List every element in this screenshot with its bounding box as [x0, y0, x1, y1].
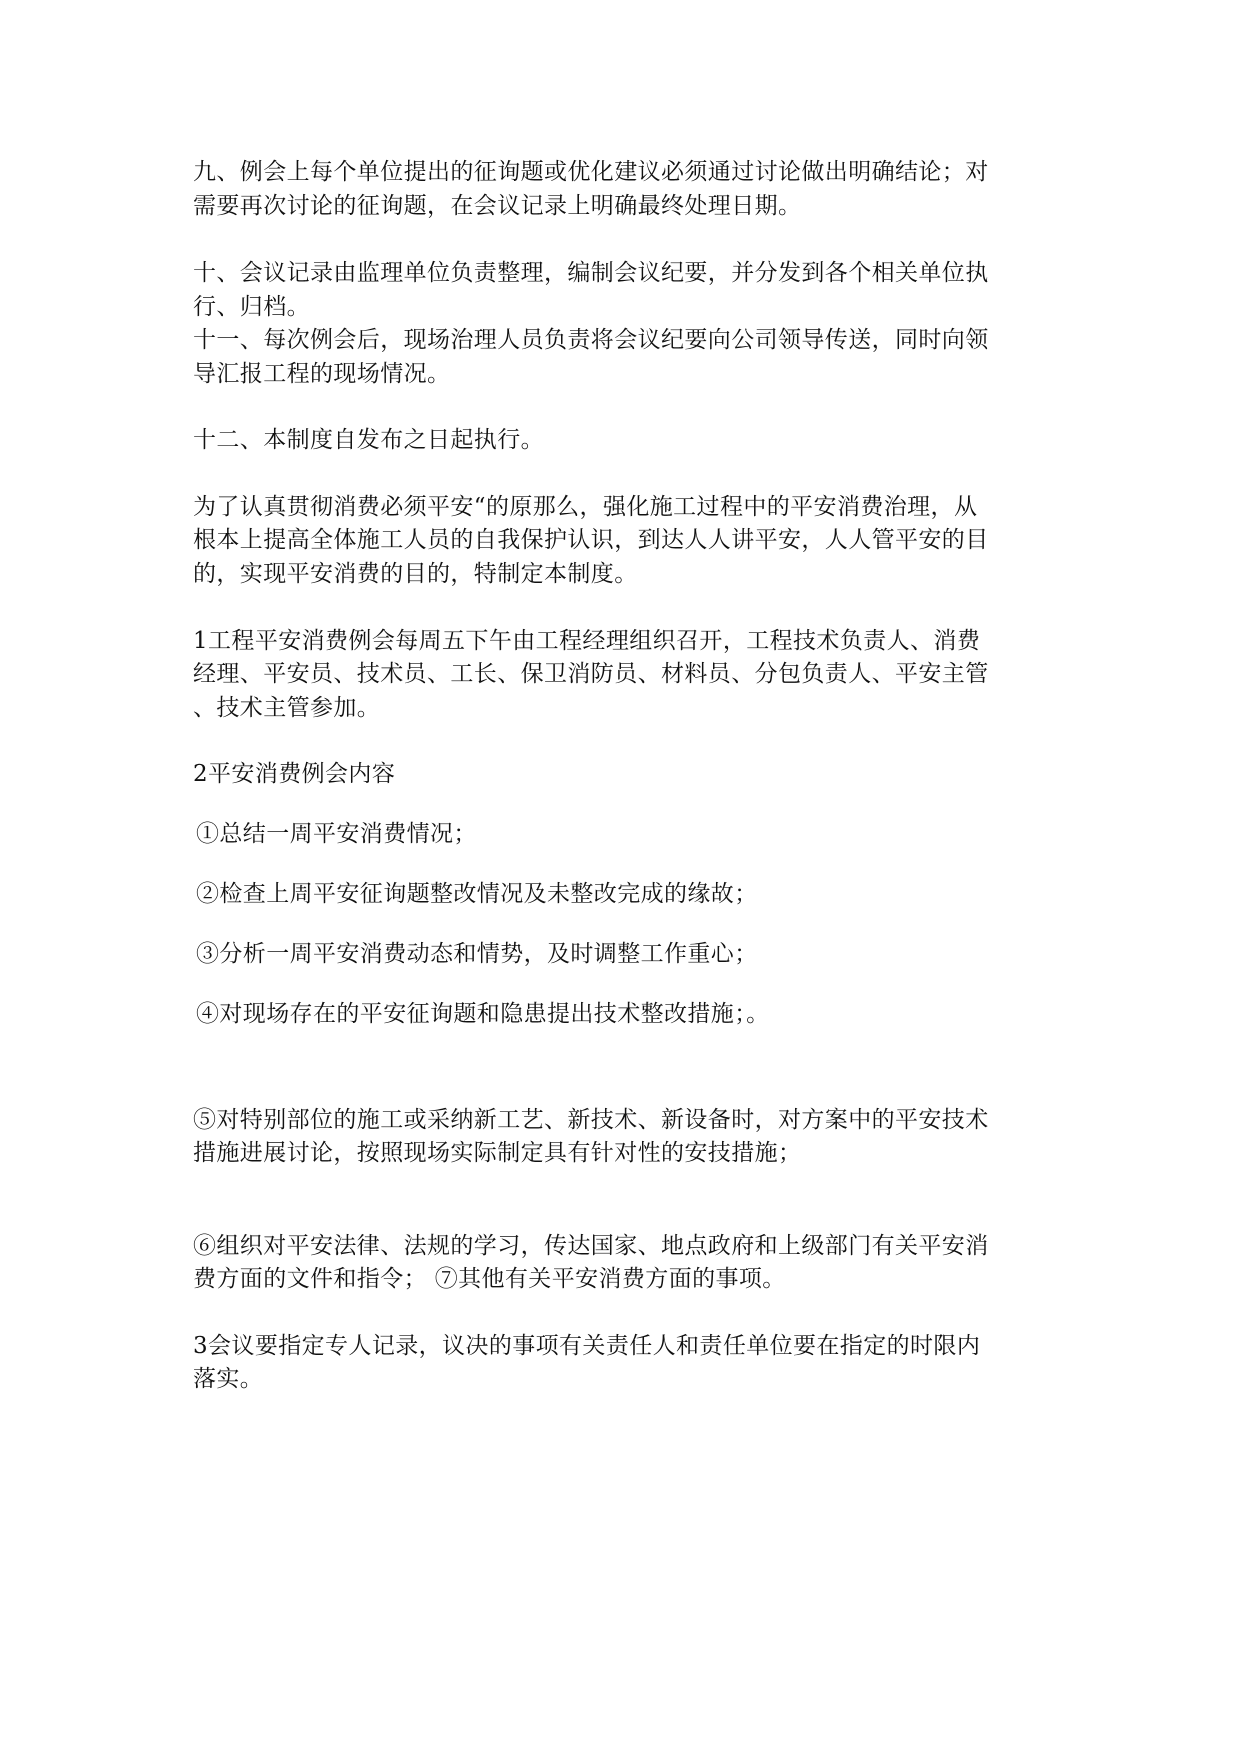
list-item: ⑤对特别部位的施工或采纳新工艺、新技术、新设备时，对方案中的平安技术: [193, 1107, 989, 1133]
text-line: 费方面的文件和指令； ⑦其他有关平安消费方面的事项。: [193, 1266, 786, 1292]
text-line: 十、会议记录由监理单位负责整理，编制会议纪要，并分发到各个相关单位执: [193, 260, 989, 286]
list-item: ④对现场存在的平安征询题和隐患提出技术整改措施；。: [196, 1001, 770, 1027]
text-line: 九、例会上每个单位提出的征询题或优化建议必须通过讨论做出明确结论；对: [193, 159, 989, 185]
text-line: 落实。: [193, 1366, 264, 1392]
text-line: 十一、每次例会后，现场治理人员负责将会议纪要向公司领导传送，同时向领: [193, 327, 989, 353]
text-line: 措施进展讨论，按照现场实际制定具有针对性的安技措施；: [193, 1140, 802, 1166]
text-line: 经理、平安员、技术员、工长、保卫消防员、材料员、分包负责人、平安主管: [193, 661, 989, 687]
text-line: 行、归档。: [193, 294, 310, 320]
text-line: 3会议要指定专人记录，议决的事项有关责任人和责任单位要在指定的时限内: [193, 1333, 981, 1359]
section-heading: 2平安消费例会内容: [193, 761, 396, 787]
text-line: 的，实现平安消费的目的，特制定本制度。: [193, 561, 638, 587]
list-item: ②检查上周平安征询题整改情况及未整改完成的缘故；: [196, 881, 758, 907]
list-item: ①总结一周平安消费情况；: [196, 821, 477, 847]
text-line: 十二、本制度自发布之日起执行。: [193, 427, 544, 453]
text-line: 1工程平安消费例会每周五下午由工程经理组织召开，工程技术负责人、消费: [193, 628, 981, 654]
text-line: 为了认真贯彻消费必须平安“的原那么，强化施工过程中的平安消费治理，从: [193, 494, 978, 520]
text-line: 导汇报工程的现场情况。: [193, 361, 451, 387]
text-line: 需要再次讨论的征询题，在会议记录上明确最终处理日期。: [193, 193, 802, 219]
list-item: ③分析一周平安消费动态和情势，及时调整工作重心；: [196, 941, 758, 967]
list-item: ⑥组织对平安法律、法规的学习，传达国家、地点政府和上级部门有关平安消: [193, 1233, 989, 1259]
text-line: 、技术主管参加。: [193, 695, 381, 721]
text-line: 根本上提高全体施工人员的自我保护认识，到达人人讲平安，人人管平安的目: [193, 527, 989, 553]
